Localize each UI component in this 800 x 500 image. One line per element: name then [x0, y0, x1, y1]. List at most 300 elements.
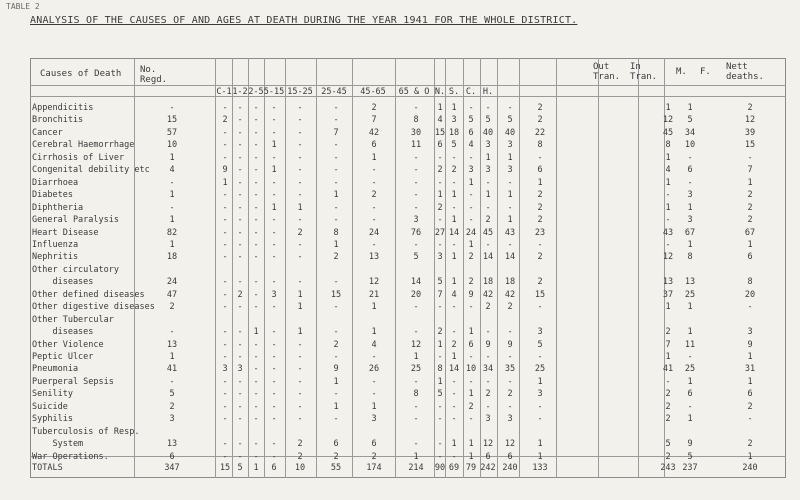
table-cell: 1 [687, 103, 693, 113]
table-cell: 18 [504, 277, 516, 288]
table-cell: - [437, 302, 443, 313]
table-cell: 34 [482, 364, 494, 375]
table-cell: 3 [507, 414, 513, 425]
row-label: Nephritis [32, 252, 79, 263]
table-cell: 7 [437, 289, 443, 300]
table-cell: 1 [747, 451, 753, 462]
table-cell: - [297, 140, 303, 151]
table-cell: 41 [662, 364, 674, 375]
table-cell: - [485, 327, 491, 338]
table-cell: - [451, 327, 457, 338]
table-cell: 2 [333, 451, 339, 462]
table-cell: - [253, 177, 259, 188]
table-cell: 37 [662, 289, 674, 300]
table-cell: 13 [166, 439, 178, 450]
table-cell: - [271, 190, 277, 201]
table-cell: - [665, 190, 671, 201]
subheader-3: 2-5 [248, 87, 264, 97]
table-cell: - [253, 202, 259, 213]
table-cell: 1 [485, 152, 491, 163]
table-cell: 12 [744, 115, 756, 126]
table-cell: - [297, 239, 303, 250]
subheader-7: 45-65 [360, 87, 386, 97]
table-cell: 35 [504, 364, 516, 375]
table-cell: - [237, 414, 243, 425]
table-cell: 15 [534, 289, 546, 300]
page-title: ANALYSIS OF THE CAUSES OF AND AGES AT DEATH DURING THE YEAR 1941 FOR THE WHOLE DISTRICT. [30, 15, 578, 26]
row-label: Diarrhoea [32, 177, 79, 188]
table-cell: - [271, 239, 277, 250]
table-cell: 2 [747, 103, 753, 113]
table-cell: 2 [437, 202, 443, 213]
header-m: M. [676, 67, 687, 77]
table-cell: - [537, 401, 543, 412]
table-cell: - [468, 152, 474, 163]
table-cell: 10 [684, 140, 696, 151]
table-cell: 5 [437, 277, 443, 288]
table-cell: - [297, 165, 303, 176]
table-cell: 40 [504, 127, 516, 138]
table-cell: - [413, 190, 419, 201]
table-cell: 2 [747, 202, 753, 213]
table-cell: - [271, 376, 277, 387]
table-cell: 25 [684, 364, 696, 375]
table-cell: - [222, 152, 228, 163]
table-cell: 2 [665, 401, 671, 412]
table-cell: - [222, 401, 228, 412]
table-cell: - [451, 152, 457, 163]
column-divider [556, 58, 557, 478]
table-cell: - [437, 177, 443, 188]
table-cell: - [413, 327, 419, 338]
table-cell: - [222, 352, 228, 362]
table-cell: 6 [333, 439, 339, 450]
table-cell: 2 [333, 339, 339, 350]
table-cell: - [537, 302, 543, 313]
table-cell: - [271, 152, 277, 163]
table-cell: - [437, 215, 443, 226]
table-cell: 1 [537, 376, 543, 387]
table-cell: - [665, 239, 671, 250]
table-label: TABLE 2 [6, 2, 40, 11]
column-divider [352, 58, 353, 478]
table-cell: - [333, 302, 339, 313]
row-label: Pneumonia [32, 364, 79, 375]
table-cell: 1 [333, 239, 339, 250]
subheader-4: 5-15 [263, 87, 285, 97]
table-cell: 2 [485, 215, 491, 226]
table-cell: 22 [534, 127, 546, 138]
table-cell: 18 [166, 252, 178, 263]
totals-cell: 243 [660, 463, 676, 473]
table-cell: 30 [410, 127, 422, 138]
table-cell: 2 [437, 327, 443, 338]
table-cell: 82 [166, 227, 178, 238]
table-cell: 5 [507, 115, 513, 126]
subheader-5: 15-25 [287, 87, 313, 97]
table-cell: 1 [687, 239, 693, 250]
table-cell: 13 [662, 277, 674, 288]
table-cell: - [271, 302, 277, 313]
table-cell: 5 [687, 115, 693, 126]
table-cell: 6 [485, 451, 491, 462]
table-cell: - [297, 127, 303, 138]
table-cell: - [468, 215, 474, 226]
table-cell: 24 [368, 227, 380, 238]
table-cell: - [271, 339, 277, 350]
table-cell: - [371, 389, 377, 400]
table-cell: 15 [434, 127, 446, 138]
subheader-10: S. [448, 87, 460, 97]
table-cell: - [253, 289, 259, 300]
table-cell: - [485, 177, 491, 188]
table-cell: - [333, 215, 339, 226]
table-cell: 3 [747, 327, 753, 338]
table-cell: 6 [371, 140, 377, 151]
table-cell: - [747, 152, 753, 163]
table-cell: 1 [537, 177, 543, 188]
column-divider [395, 58, 396, 478]
column-divider [598, 58, 599, 478]
table-cell: 2 [371, 103, 377, 113]
table-cell: - [222, 202, 228, 213]
table-cell: 14 [482, 252, 494, 263]
table-cell: 6 [371, 439, 377, 450]
table-cell: 1 [665, 352, 671, 362]
table-cell: - [665, 215, 671, 226]
table-cell: 7 [371, 115, 377, 126]
table-cell: - [485, 352, 491, 362]
table-cell: 2 [537, 103, 543, 113]
table-cell: - [237, 401, 243, 412]
table-cell: - [371, 376, 377, 387]
table-cell: 1 [468, 439, 474, 450]
row-label: Influenza [32, 239, 79, 250]
table-cell: 3 [413, 215, 419, 226]
totals-cell: 174 [366, 463, 382, 473]
table-cell: - [451, 177, 457, 188]
table-cell: 1 [687, 202, 693, 213]
table-cell: - [222, 289, 228, 300]
table-cell: 13 [166, 339, 178, 350]
table-cell: - [371, 165, 377, 176]
table-cell: 1 [413, 451, 419, 462]
header-causes: Causes of Death [40, 69, 122, 79]
row-label: Peptic Ulcer [32, 352, 94, 362]
table-cell: - [253, 376, 259, 387]
table-cell: 4 [451, 289, 457, 300]
table-cell: 6 [468, 127, 474, 138]
table-cell: 12 [662, 115, 674, 126]
table-cell: - [485, 239, 491, 250]
table-cell: - [253, 215, 259, 226]
column-divider [638, 58, 639, 478]
table-cell: - [437, 414, 443, 425]
table-cell: 45 [482, 227, 494, 238]
table-cell: 1 [451, 215, 457, 226]
table-cell: - [468, 202, 474, 213]
table-cell: 4 [169, 165, 175, 176]
table-cell: - [253, 252, 259, 263]
table-cell: 3 [451, 115, 457, 126]
table-cell: - [237, 227, 243, 238]
row-label: Heart Disease [32, 227, 99, 238]
table-cell: 1 [537, 439, 543, 450]
table-cell: - [222, 439, 228, 450]
table-cell: 1 [271, 202, 277, 213]
table-cell: - [297, 115, 303, 126]
totals-cell: 5 [237, 463, 243, 473]
table-cell: 9 [485, 339, 491, 350]
table-cell: - [451, 451, 457, 462]
totals-cell: 214 [408, 463, 424, 473]
table-cell: - [271, 252, 277, 263]
table-cell: - [413, 103, 419, 113]
table-cell: - [297, 352, 303, 362]
table-cell: - [253, 401, 259, 412]
table-cell: - [253, 239, 259, 250]
table-cell: 2 [451, 339, 457, 350]
table-cell: 1 [507, 190, 513, 201]
table-cell: - [237, 376, 243, 387]
table-cell: - [222, 302, 228, 313]
table-cell: 41 [166, 364, 178, 375]
table-cell: - [237, 451, 243, 462]
table-cell: 2 [537, 202, 543, 213]
table-cell: - [253, 277, 259, 288]
table-cell: - [222, 103, 228, 113]
table-cell: - [413, 302, 419, 313]
table-cell: 8 [437, 364, 443, 375]
subheader-9: N. [434, 87, 446, 97]
table-cell: - [222, 327, 228, 338]
table-cell: 13 [684, 277, 696, 288]
table-cell: 1 [747, 177, 753, 188]
table-cell: 12 [504, 439, 516, 450]
table-cell: 2 [665, 327, 671, 338]
table-cell: - [222, 127, 228, 138]
table-cell: 2 [451, 165, 457, 176]
table-cell: 2 [468, 252, 474, 263]
table-cell: 18 [448, 127, 460, 138]
table-cell: - [333, 152, 339, 163]
table-cell: - [297, 364, 303, 375]
table-cell: - [237, 389, 243, 400]
totals-cell: 242 [480, 463, 496, 473]
table-cell: 14 [448, 364, 460, 375]
table-cell: 1 [437, 339, 443, 350]
table-cell: 1 [271, 165, 277, 176]
table-cell: 9 [747, 339, 753, 350]
table-cell: 2 [747, 439, 753, 450]
table-cell: 15 [166, 115, 178, 126]
table-cell: 2 [665, 451, 671, 462]
table-cell: 8 [687, 252, 693, 263]
table-cell: 1 [371, 327, 377, 338]
table-cell: 10 [166, 140, 178, 151]
table-cell: 1 [297, 202, 303, 213]
table-cell: - [297, 401, 303, 412]
table-cell: - [507, 239, 513, 250]
table-cell: 1 [507, 215, 513, 226]
table-cell: - [413, 401, 419, 412]
row-label: Other defined diseases [32, 289, 145, 300]
table-cell: - [271, 215, 277, 226]
table-cell: - [413, 239, 419, 250]
table-cell: 7 [333, 127, 339, 138]
table-cell: 1 [271, 140, 277, 151]
table-cell: - [297, 339, 303, 350]
table-cell: 3 [437, 252, 443, 263]
table-cell: - [451, 302, 457, 313]
table-cell: - [297, 152, 303, 163]
table-cell: - [297, 376, 303, 387]
row-label: Puerperal Sepsis [32, 376, 114, 387]
table-cell: 6 [537, 165, 543, 176]
table-cell: - [537, 352, 543, 362]
table-cell: 8 [537, 140, 543, 151]
table-cell: - [253, 352, 259, 362]
table-cell: - [237, 103, 243, 113]
table-cell: 4 [437, 115, 443, 126]
table-cell: 31 [744, 364, 756, 375]
totals-cell: 133 [532, 463, 548, 473]
table-cell: 42 [504, 289, 516, 300]
table-cell: 3 [537, 389, 543, 400]
table-cell: 1 [665, 177, 671, 188]
table-cell: - [507, 376, 513, 387]
table-cell: 2 [237, 289, 243, 300]
table-cell: - [413, 202, 419, 213]
table-cell: 1 [437, 376, 443, 387]
table-cell: 9 [468, 289, 474, 300]
table-cell: - [333, 414, 339, 425]
table-cell: 1 [253, 327, 259, 338]
table-cell: 7 [665, 339, 671, 350]
table-cell: 2 [468, 277, 474, 288]
row-label: Suicide [32, 401, 68, 412]
subheader-11: C. [465, 87, 477, 97]
table-cell: - [371, 352, 377, 362]
table-cell: 24 [166, 277, 178, 288]
table-cell: - [253, 227, 259, 238]
table-cell: 1 [485, 190, 491, 201]
table-cell: - [485, 202, 491, 213]
table-cell: - [333, 389, 339, 400]
table-cell: - [271, 364, 277, 375]
table-cell: 1 [333, 190, 339, 201]
table-cell: - [333, 202, 339, 213]
table-cell: 43 [504, 227, 516, 238]
table-cell: - [237, 215, 243, 226]
row-label: Other Tubercular [32, 314, 114, 325]
table-cell: - [437, 451, 443, 462]
table-cell: 5 [665, 439, 671, 450]
table-cell: 15 [330, 289, 342, 300]
table-cell: - [237, 252, 243, 263]
totals-cell: 237 [682, 463, 698, 473]
table-cell: - [333, 140, 339, 151]
table-cell: - [507, 177, 513, 188]
table-cell: - [468, 414, 474, 425]
table-cell: 1 [333, 376, 339, 387]
table-cell: 1 [413, 352, 419, 362]
table-cell: 5 [687, 451, 693, 462]
table-cell: 1 [333, 401, 339, 412]
table-cell: 2 [485, 389, 491, 400]
table-cell: - [437, 239, 443, 250]
table-cell: 1 [297, 327, 303, 338]
table-cell: 2 [297, 451, 303, 462]
table-cell: - [237, 127, 243, 138]
row-label: Congenital debility etc [32, 165, 150, 176]
table-cell: - [237, 202, 243, 213]
table-cell: 4 [665, 165, 671, 176]
table-cell: - [451, 389, 457, 400]
row-label: Appendicitis [32, 103, 94, 113]
table-cell: - [169, 103, 175, 113]
table-cell: 7 [747, 165, 753, 176]
table-cell: - [451, 376, 457, 387]
table-cell: 3 [468, 165, 474, 176]
table-cell: - [451, 239, 457, 250]
table-cell: - [507, 202, 513, 213]
table-cell: 3 [687, 190, 693, 201]
table-cell: - [271, 439, 277, 450]
table-cell: - [237, 140, 243, 151]
table-cell: 12 [368, 277, 380, 288]
table-cell: - [222, 376, 228, 387]
table-cell: - [253, 190, 259, 201]
table-cell: 21 [368, 289, 380, 300]
table-cell: 2 [371, 190, 377, 201]
table-cell: 3 [222, 364, 228, 375]
table-cell: - [413, 414, 419, 425]
table-cell: 1 [437, 190, 443, 201]
table-cell: 1 [371, 401, 377, 412]
table-cell: - [485, 103, 491, 113]
table-cell: - [333, 327, 339, 338]
row-label: Other digestive diseases [32, 302, 155, 313]
table-cell: - [437, 439, 443, 450]
table-cell: 1 [665, 302, 671, 313]
table-cell: 20 [410, 289, 422, 300]
table-cell: 5 [413, 252, 419, 263]
table-cell: 3 [485, 165, 491, 176]
table-cell: - [271, 277, 277, 288]
table-cell: - [169, 202, 175, 213]
subheader-2: 1-2 [232, 87, 248, 97]
table-cell: - [222, 451, 228, 462]
table-cell: - [237, 277, 243, 288]
table-cell: 2 [485, 302, 491, 313]
table-cell: - [253, 339, 259, 350]
table-cell: - [253, 439, 259, 450]
table-cell: - [333, 103, 339, 113]
row-label: Cirrhosis of Liver [32, 152, 125, 163]
table-cell: - [687, 401, 693, 412]
table-cell: 2 [537, 277, 543, 288]
table-cell: - [537, 414, 543, 425]
header-nett: Nett deaths. [726, 62, 764, 82]
row-label: Diphtheria [32, 202, 84, 213]
table-cell: 1 [437, 103, 443, 113]
table-cell: 5 [485, 115, 491, 126]
table-cell: 1 [665, 202, 671, 213]
table-cell: - [271, 103, 277, 113]
row-label: diseases [32, 277, 94, 288]
table-cell: 1 [468, 239, 474, 250]
